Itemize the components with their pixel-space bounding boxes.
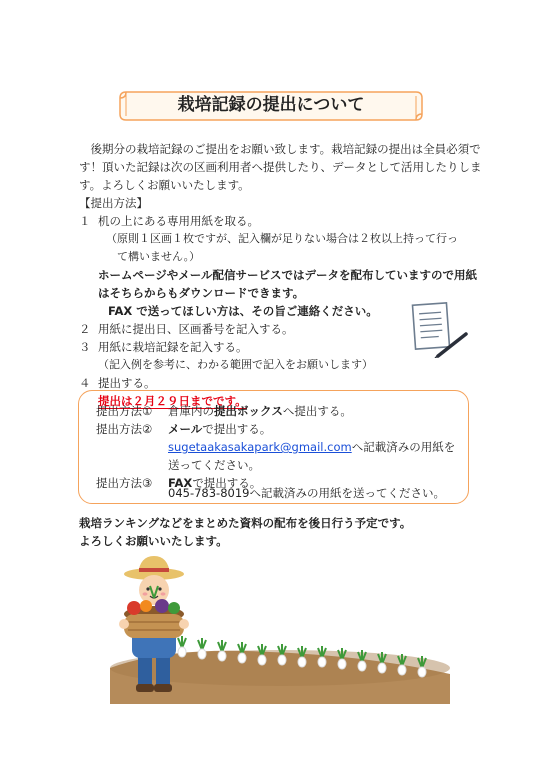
step-1-text: 机の上にある専用用紙を取る。	[98, 214, 259, 228]
step-1-bold-3: FAX で送ってほしい方は、その旨ご連絡ください。	[108, 304, 378, 318]
method-1-text-bold: 提出ボックス	[214, 404, 283, 418]
method-1-text	[168, 402, 352, 420]
step-3-number: ３	[79, 340, 91, 354]
method-2-text	[168, 420, 271, 438]
method-2-text-post: で提出する。	[202, 422, 272, 436]
step-2-text: 用紙に提出日、区画番号を記入する。	[98, 322, 294, 336]
method-1-text-post: へ提出する。	[282, 404, 352, 418]
step-2-number: ２	[79, 322, 91, 336]
method-2-text-bold: メール	[168, 422, 203, 436]
closing-line-1: 栽培ランキングなどをまとめた資料の配布を後日行う予定です。	[79, 516, 412, 530]
step-4-text: 提出する。	[98, 376, 156, 390]
step-1-note-2: て構いません。）	[117, 250, 201, 263]
document-pen-icon	[408, 300, 470, 358]
step-4-number: ４	[79, 376, 91, 390]
fax-number: 045-783-8019	[168, 486, 250, 500]
step-1-note-1: （原則１区画１枚ですが、記入欄が足りない場合は２枚以上持って行っ	[106, 232, 458, 245]
method-3-fax-line	[168, 484, 445, 502]
method-3-text-post: で提出する。	[192, 476, 262, 490]
deadline-text: 提出は２月２９日までです。	[98, 394, 247, 408]
method-1-label: 提出方法①	[96, 404, 153, 418]
method-2-line-3: 送ってください。	[168, 458, 260, 472]
step-1-number: １	[79, 214, 91, 228]
intro-line-2: す！頂いた記録は次の区画利用者へ提供したり、データとして活用したりしま	[79, 160, 482, 174]
method-3-after: へ記載済みの用紙を送ってください。	[249, 486, 445, 500]
page-title: 栽培記録の提出について	[177, 95, 365, 115]
method-2-after: へ記載済みの用紙を	[351, 440, 456, 454]
intro-line-3: す。よろしくお願いいたします。	[79, 178, 250, 192]
method-1-text-pre: 倉庫内の	[168, 404, 214, 418]
email-link[interactable]: sugetaakasakapark@gmail.com	[168, 440, 352, 454]
method-heading: 【提出方法】	[79, 196, 148, 210]
method-3-text-bold: FAX	[168, 476, 193, 490]
closing-line-2: よろしくお願いいたします。	[79, 534, 228, 548]
method-2-label: 提出方法②	[96, 422, 153, 436]
intro-line-1: 後期分の栽培記録のご提出をお願い致します。栽培記録の提出は全員必須で	[79, 142, 481, 156]
step-1-bold-1: ホームページやメール配信サービスではデータを配布していますので用紙	[98, 268, 478, 282]
farmer-illustration	[110, 556, 450, 704]
step-3-text: 用紙に栽培記録を記入する。	[98, 340, 248, 354]
method-3-label: 提出方法③	[96, 476, 153, 490]
step-1-bold-2: はそちらからもダウンロードできます。	[98, 286, 305, 300]
title-banner	[118, 88, 424, 124]
method-2-email-line	[168, 438, 455, 456]
step-3-note: （記入例を参考に、わかる範囲で記入をお願いします）	[98, 358, 373, 371]
